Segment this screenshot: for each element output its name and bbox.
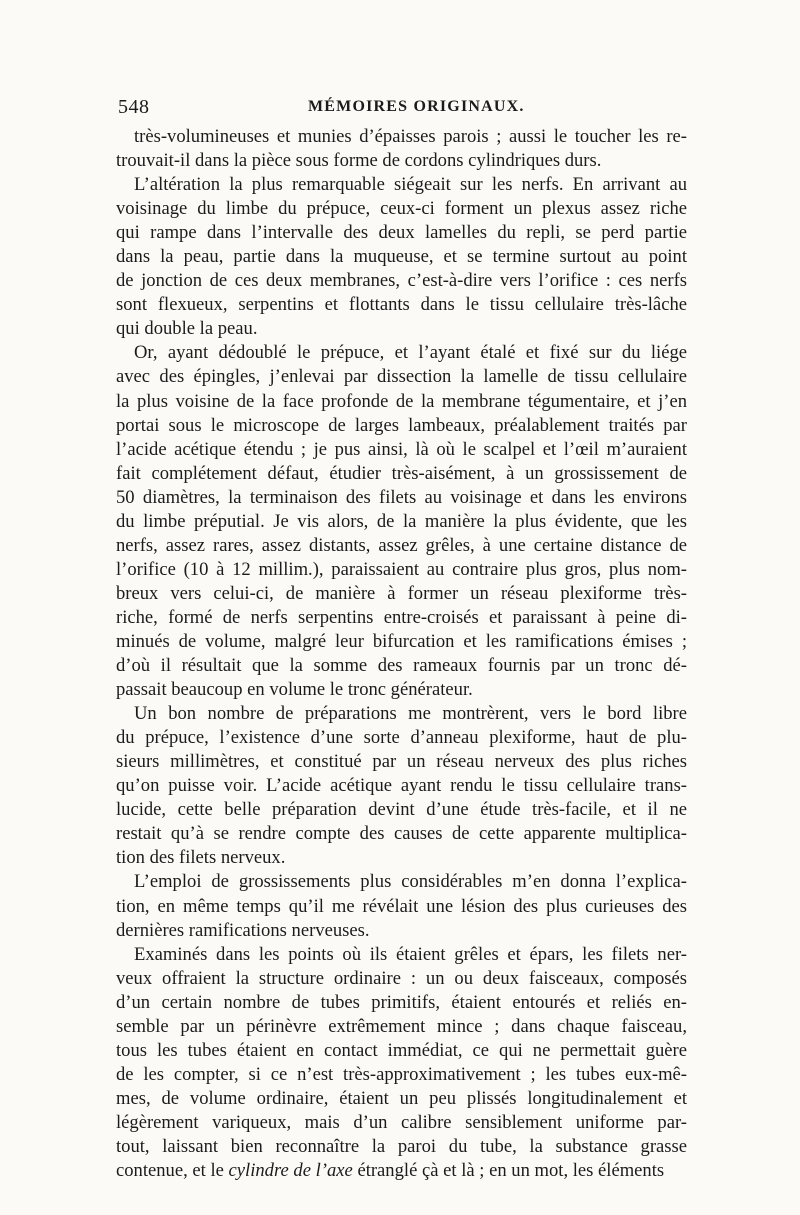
text-line: sieurs millimètres, et constitué par un réseau nerveux des plus riches xyxy=(116,751,687,773)
text-line: du limbe préputial. Je vis alors, de la manière la plus évidente, que les xyxy=(116,510,687,532)
text-line: breux vers celui-ci, de manière à former un réseau plexiforme très- xyxy=(116,582,687,604)
text-line: dans la peau, partie dans la muqueuse, et se termine surtout au point xyxy=(116,246,687,268)
text-line: du prépuce, l’existence d’une sorte d’anneau plexiforme, haut de plu- xyxy=(116,727,687,749)
paragraph xyxy=(116,702,687,870)
text-line xyxy=(116,1159,687,1183)
text-line: tous les tubes étaient en contact immédiat, ce qui ne permettait guère xyxy=(116,1039,687,1061)
paragraph xyxy=(116,870,687,942)
text-line: de jonction de ces deux membranes, c’est-à-dire vers l’orifice : ces nerfs xyxy=(116,270,687,292)
text-line: restait qu’à se rendre compte des causes de cette apparente multiplica- xyxy=(116,823,687,845)
text-line: semble par un périnèvre extrêmement mince ; dans chaque faisceau, xyxy=(116,1015,687,1037)
paragraph xyxy=(116,125,687,173)
text-line: légèrement variqueux, mais d’un calibre sensiblement uniforme par- xyxy=(116,1111,687,1133)
paragraph xyxy=(116,943,687,1183)
italic-term: cylindre de l’axe xyxy=(228,1160,353,1182)
paragraph xyxy=(116,173,687,341)
text-line: L’emploi de grossissements plus considérables m’en donna l’explica- xyxy=(134,871,687,893)
paragraph xyxy=(116,341,687,702)
text-line: dernières ramifications nerveuses. xyxy=(116,919,370,941)
text-line: avec des épingles, j’enlevai par dissection la lamelle de tissu cellulaire xyxy=(116,366,687,388)
text-line: veux offraient la structure ordinaire : un ou deux faisceaux, composés xyxy=(116,967,687,989)
running-title: MÉMOIRES ORIGINAUX. xyxy=(308,98,525,115)
text-line: l’acide acétique étendu ; je pus ainsi, là où le scalpel et l’œil m’auraient xyxy=(116,438,687,460)
text-line: portai sous le microscope de larges lambeaux, préalablement traités par xyxy=(116,414,687,436)
text-line: riche, formé de nerfs serpentins entre-croisés et paraissant à peine di- xyxy=(116,606,687,628)
text-fragment: contenue, et le xyxy=(116,1160,229,1182)
text-line: tout, laissant bien reconnaître la paroi du tube, la substance grasse xyxy=(116,1135,687,1157)
text-line: 50 diamètres, la terminaison des filets au voisinage et dans les environs xyxy=(116,486,687,508)
text-line: Or, ayant dédoublé le prépuce, et l’ayant étalé et fixé sur du liége xyxy=(134,342,687,364)
text-line: tion des filets nerveux. xyxy=(116,847,286,869)
text-line: qu’on puisse voir. L’acide acétique ayant rendu le tissu cellulaire trans- xyxy=(116,775,687,797)
text-line: voisinage du limbe du prépuce, ceux-ci forment un plexus assez riche xyxy=(116,198,687,220)
page-header xyxy=(118,96,686,122)
text-line: tion, en même temps qu’il me révélait une lésion des plus curieuses des xyxy=(116,895,687,917)
text-fragment: étranglé çà et là ; en un mot, les éléments xyxy=(352,1160,665,1182)
text-line: mes, de volume ordinaire, étaient un peu plissés longitudinalement et xyxy=(116,1087,687,1109)
text-line: l’orifice (10 à 12 millim.), paraissaient au contraire plus gros, plus nom- xyxy=(116,558,687,580)
body-text xyxy=(116,125,687,1183)
text-line: Examinés dans les points où ils étaient grêles et épars, les filets ner- xyxy=(134,943,687,965)
text-line: la plus voisine de la face profonde de la membrane tégumentaire, et j’en xyxy=(116,390,687,412)
text-line: passait beaucoup en volume le tronc générateur. xyxy=(116,679,473,701)
text-line: qui rampe dans l’intervalle des deux lamelles du repli, se perd partie xyxy=(116,222,687,244)
text-line: d’où il résultait que la somme des rameaux fournis par un tronc dé- xyxy=(116,655,687,677)
text-line: minués de volume, malgré leur bifurcation et les ramifications émises ; xyxy=(116,630,687,652)
text-line: qui double la peau. xyxy=(116,318,258,340)
text-line: nerfs, assez rares, assez distants, assez grêles, à une certaine distance de xyxy=(116,534,687,556)
text-line: fait complétement défaut, étudier très-aisément, à un grossissement de xyxy=(116,462,687,484)
text-line: de les compter, si ce n’est très-approximativement ; les tubes eux-mê- xyxy=(116,1063,687,1085)
text-line: L’altération la plus remarquable siégeait sur les nerfs. En arrivant au xyxy=(134,174,687,196)
text-line: lucide, cette belle préparation devint d’une étude très-facile, et il ne xyxy=(116,799,687,821)
text-line: sont flexueux, serpentins et flottants dans le tissu cellulaire très-lâche xyxy=(116,294,687,316)
text-line: Un bon nombre de préparations me montrèrent, vers le bord libre xyxy=(134,703,687,725)
page-number: 548 xyxy=(118,96,150,118)
text-line: trouvait-il dans la pièce sous forme de cordons cylindriques durs. xyxy=(116,150,602,172)
text-line: très-volumineuses et munies d’épaisses parois ; aussi le toucher les re- xyxy=(134,126,687,147)
text-line: d’un certain nombre de tubes primitifs, étaient entourés et reliés en- xyxy=(116,991,687,1013)
